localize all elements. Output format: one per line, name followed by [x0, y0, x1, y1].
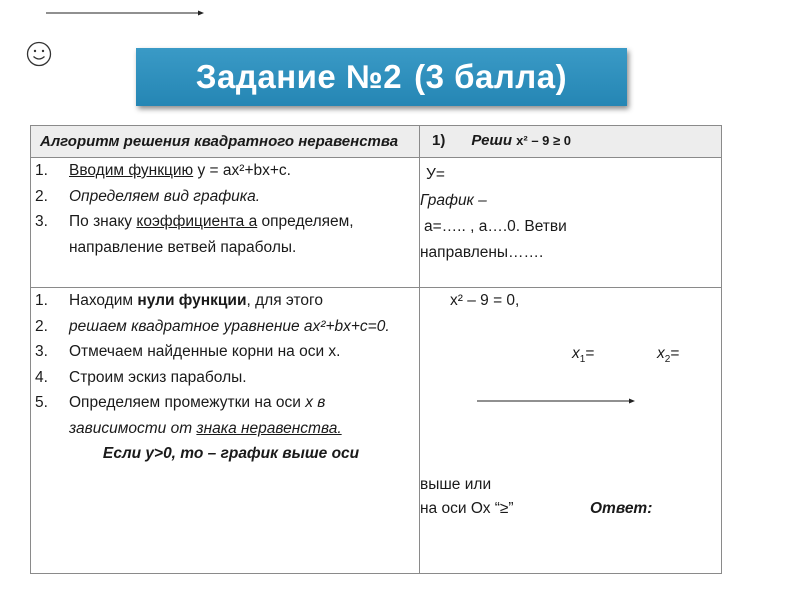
step-text: Определяем вид графика. — [69, 187, 261, 205]
root-x1-sub: 1 — [579, 354, 586, 366]
step-text: y = ax²+bx+c. — [193, 162, 291, 179]
step-text: х в зависимости от — [69, 394, 326, 437]
steps-list-2 — [31, 288, 419, 441]
root-x1-eq: = — [585, 345, 595, 362]
list-item — [31, 365, 413, 391]
step-number: 2. — [35, 187, 48, 205]
step-text: решаем квадратное уравнение — [69, 317, 304, 335]
step-text: ax²+bx+c=0. — [303, 317, 390, 335]
step-text: Находим — [69, 292, 138, 309]
list-item — [31, 184, 413, 210]
step-number: 3. — [35, 343, 48, 360]
root-x2-sub: 2 — [664, 354, 671, 366]
table-row — [31, 288, 722, 574]
step-number: 1. — [35, 162, 48, 179]
list-item — [31, 209, 413, 260]
task-points: (3 балла) — [414, 58, 568, 95]
steps-cell-1 — [31, 158, 420, 288]
step-text: определяем, направление ветвей параболы. — [69, 213, 354, 256]
root-x2 — [657, 345, 679, 365]
smiley-icon — [25, 40, 53, 68]
step-text: Определяем промежутки на оси — [69, 394, 306, 411]
step-number: 4. — [35, 368, 48, 386]
task-inequality: x² – 9 ≥ 0 — [516, 133, 572, 148]
root-x1 — [572, 345, 594, 365]
condition-line: Если у>0, то – график выше оси — [102, 445, 360, 462]
answer-cell-2 — [420, 288, 722, 574]
graph-label: График – — [420, 192, 487, 209]
step-text: Строим эскиз параболы. — [69, 368, 247, 386]
root-x2-var: x — [657, 345, 665, 362]
coefficient-line: а=….. , а….0. Ветви — [424, 218, 567, 235]
root-x1-var: x — [572, 345, 580, 362]
root-x2-eq: = — [670, 345, 680, 362]
step-text: коэффициента а — [136, 213, 258, 230]
top-arrow-icon — [46, 6, 206, 20]
steps-list-1 — [31, 158, 419, 260]
list-item — [31, 314, 413, 340]
table-header-row — [31, 126, 722, 158]
algorithm-table — [30, 125, 722, 574]
table-row — [31, 158, 722, 288]
step-number: 3. — [35, 213, 48, 230]
list-item — [31, 288, 413, 314]
header-left-cell — [31, 126, 420, 158]
header-left-text: Алгоритм решения квадратного неравенства — [40, 133, 399, 150]
step-number: 5. — [35, 394, 48, 411]
step-text: знака неравенства. — [196, 419, 342, 437]
step-number: 2. — [35, 317, 48, 335]
list-item — [31, 339, 413, 365]
step-text: По знаку — [69, 213, 137, 230]
answer-label: Ответ: — [590, 500, 653, 517]
list-item — [31, 390, 413, 441]
step-text: Отмечаем найденные корни на оси х. — [69, 343, 341, 360]
direction-line: направлены……. — [420, 244, 544, 261]
step-text: Вводим функцию — [69, 162, 194, 179]
task-title: Задание №2 — [195, 58, 403, 95]
header-right-cell — [420, 126, 722, 158]
list-item — [31, 158, 413, 184]
answer-cell-1 — [420, 158, 722, 288]
step-text: нули функции — [137, 292, 247, 309]
zeros-equation: x² – 9 = 0, — [450, 292, 520, 309]
number-axis-arrow-icon — [477, 395, 637, 407]
function-label: У= — [426, 166, 445, 183]
above-label: выше или — [420, 476, 492, 493]
task-verb: Реши — [471, 132, 512, 149]
step-text: , для этого — [246, 292, 323, 309]
task-number: 1) — [432, 132, 446, 149]
step-number: 1. — [35, 292, 48, 309]
steps-cell-2 — [31, 288, 420, 574]
axis-label: на оси Ох “≥” — [420, 500, 514, 517]
task-title-banner — [136, 48, 627, 106]
